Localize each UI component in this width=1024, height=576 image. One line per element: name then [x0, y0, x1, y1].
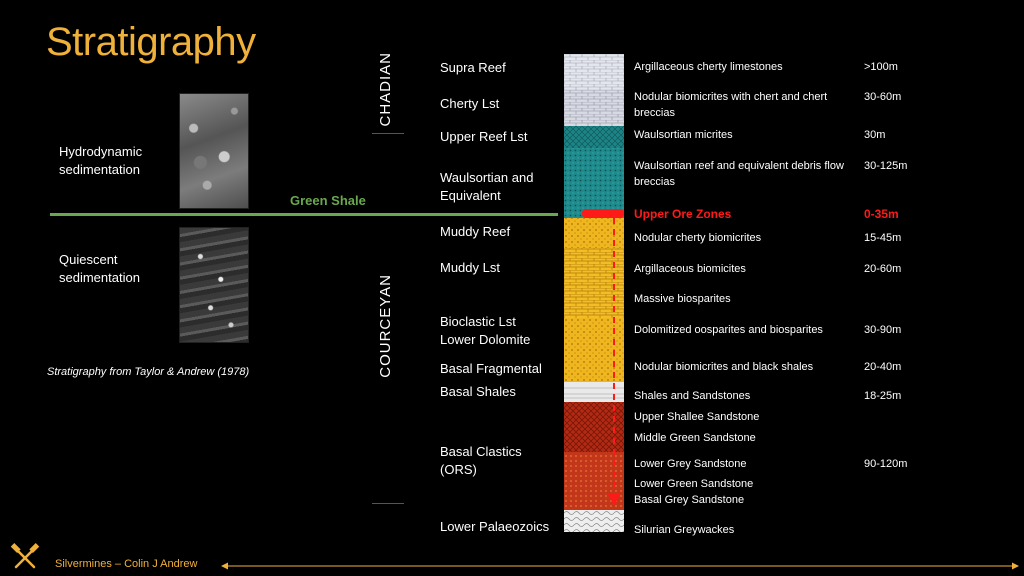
thickness-waulsortian: 30-125m: [864, 160, 908, 172]
desc-lower-grey: Lower Grey Sandstone: [634, 458, 747, 470]
desc-silurian: Silurian Greywackes: [634, 524, 735, 536]
desc-muddy-reef: Nodular cherty biomicrites: [634, 232, 762, 244]
footer-arrow-line: [221, 561, 1019, 571]
unit-upper-reef-lst: Upper Reef Lst: [440, 129, 528, 144]
thickness-upper-ore-zones: 0-35m: [864, 207, 899, 221]
desc-lower-green: Lower Green Sandstone: [634, 478, 754, 490]
desc-supra-reef: Argillaceous cherty limestones: [634, 61, 783, 73]
thickness-cherty-lst: 30-60m: [864, 91, 902, 103]
desc-upper-shallee: Upper Shallee Sandstone: [634, 411, 760, 423]
unit-basal-shales: Basal Shales: [440, 384, 516, 399]
unit-supra-reef: Supra Reef: [440, 60, 506, 75]
thickness-basal-fragmental: 20-40m: [864, 361, 902, 373]
thickness-basal-shales: 18-25m: [864, 390, 902, 402]
unit-cherty-lst: Cherty Lst: [440, 96, 500, 111]
unit-lower-dolomite: Lower Dolomite: [440, 332, 531, 347]
stage-courceyan: COURCEYAN: [377, 274, 394, 378]
source-caption: Stratigraphy from Taylor & Andrew (1978): [47, 366, 250, 378]
desc-upper-ore-zones: Upper Ore Zones: [634, 207, 732, 221]
lithology-column: [564, 54, 624, 532]
desc-basal-shales: Shales and Sandstones: [634, 390, 751, 402]
desc-middle-green: Middle Green Sandstone: [634, 432, 756, 444]
unit-waulsortian: Waulsortian and Equivalent: [440, 170, 534, 203]
thickness-supra-reef: >100m: [864, 61, 898, 73]
quiescent-label: Quiescent sedimentation: [59, 252, 140, 285]
thickness-muddy-reef: 15-45m: [864, 232, 902, 244]
unit-bioclastic-lst: Bioclastic Lst: [440, 314, 516, 329]
stage-chadian: CHADIAN: [377, 52, 394, 127]
thickness-muddy-lst: 20-60m: [864, 263, 902, 275]
desc-upper-reef: Waulsortian micrites: [634, 129, 733, 141]
thickness-dolomitized: 30-90m: [864, 324, 902, 336]
green-shale-label: Green Shale: [290, 193, 366, 208]
hydrodynamic-label: Hydrodynamic sedimentation: [59, 144, 143, 177]
unit-lower-palaeozoics: Lower Palaeozoics: [440, 519, 550, 534]
thickness-lower-grey: 90-120m: [864, 458, 908, 470]
thickness-upper-reef: 30m: [864, 129, 886, 141]
desc-basal-grey: Basal Grey Sandstone: [634, 494, 745, 506]
desc-massive-biosparites: Massive biosparites: [634, 293, 731, 305]
footer-text: Silvermines – Colin J Andrew: [55, 558, 198, 570]
rock-photo-hydrodynamic: [179, 93, 249, 209]
unit-muddy-lst: Muddy Lst: [440, 260, 500, 275]
desc-muddy-lst: Argillaceous biomicites: [634, 263, 746, 275]
desc-basal-fragmental: Nodular biomicrites and black shales: [634, 361, 814, 373]
unit-muddy-reef: Muddy Reef: [440, 224, 511, 239]
crossed-hammers-icon: [10, 543, 40, 571]
unit-basal-clastics: Basal Clastics (ORS): [440, 444, 522, 477]
page-title: Stratigraphy: [46, 20, 256, 64]
unit-basal-fragmental: Basal Fragmental: [440, 361, 542, 376]
green-shale-line: [50, 213, 558, 216]
stage-divider-top: [372, 133, 404, 134]
desc-cherty-lst: Nodular biomicrites with chert and chert breccias: [634, 91, 828, 119]
desc-waulsortian: Waulsortian reef and equivalent debris flow breccias: [634, 160, 844, 188]
desc-dolomitized: Dolomitized oosparites and biosparites: [634, 324, 823, 336]
rock-photo-quiescent: [179, 227, 249, 343]
stage-divider-bottom: [372, 503, 404, 504]
